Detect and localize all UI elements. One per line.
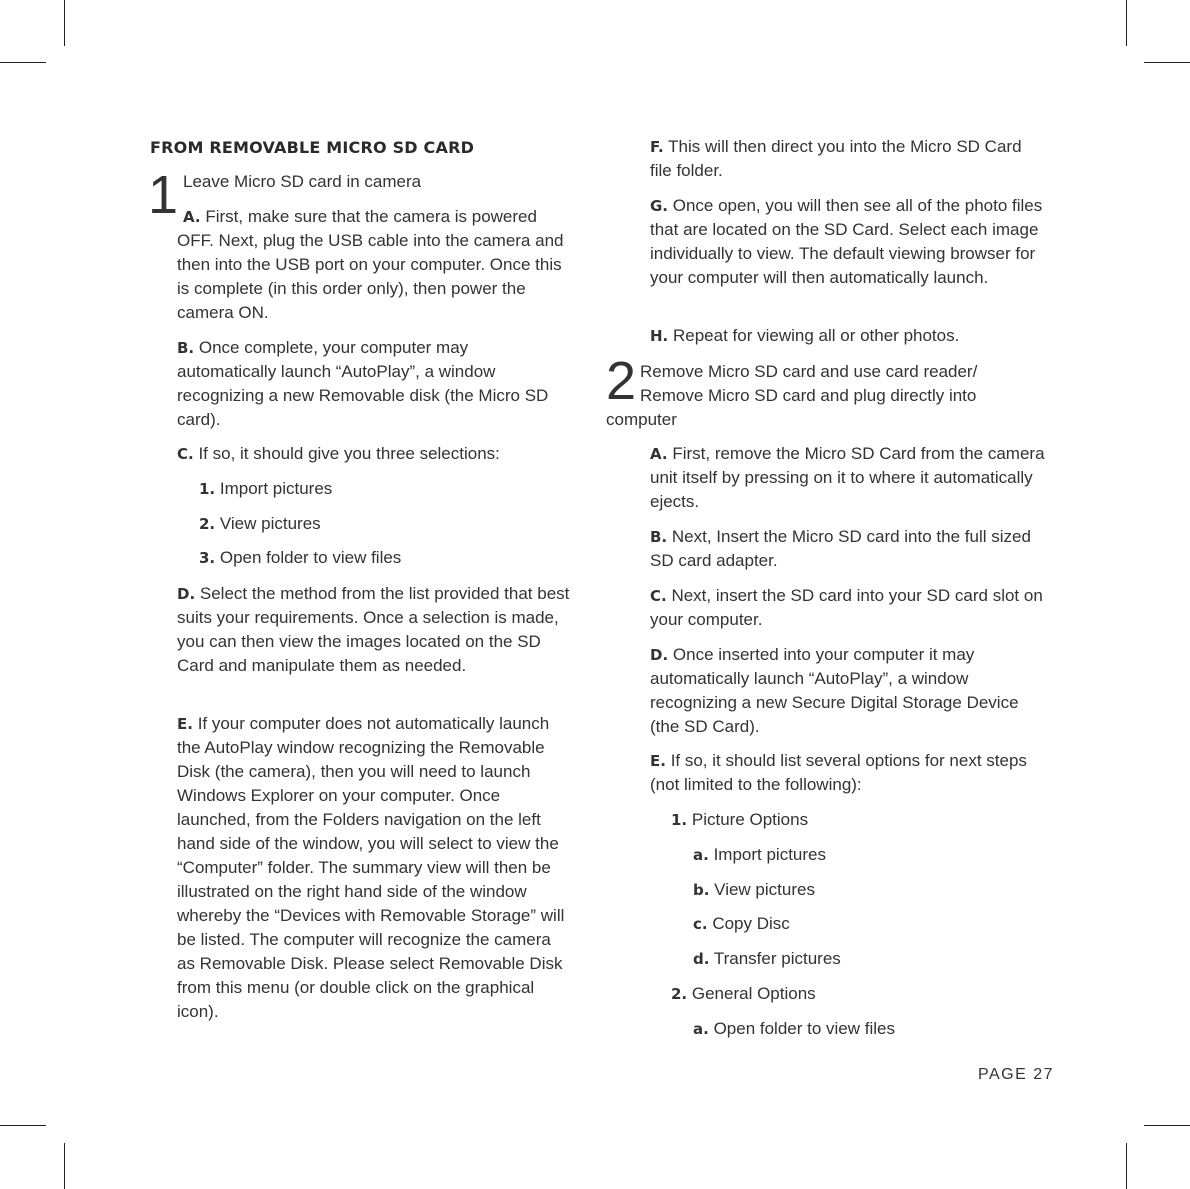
item-label: B. [177,339,195,357]
step-1-a-paragraph: OFF. Next, plug the USB cable into the camera and then into the USB port on your computer. Once this is complete (in this order only), then power the camera ON. [177,231,564,322]
crop-mark [1144,1125,1190,1126]
item-label: B. [650,528,668,546]
step-number-2: 2 [606,351,637,411]
step-2-e-paragraph: E. If so, it should list several options for next steps (not limited to the following): [650,751,1027,794]
item-label: 1. [199,480,216,498]
item-label: 3. [199,549,216,567]
item-label: A. [183,208,201,226]
step-number-1: 1 [148,165,179,225]
item-label: F. [650,138,664,156]
item-label: 2. [671,985,688,1003]
list-item: 1. Picture Options [671,810,809,829]
section-heading: FROM REMOVABLE MICRO SD CARD [150,138,475,157]
crop-mark [1144,62,1190,63]
list-item: 2. General Options [671,984,816,1003]
step-1-f-paragraph: F. This will then direct you into the Micro SD Card file folder. [650,137,1022,180]
crop-mark [0,1125,46,1126]
list-item: d. Transfer pictures [693,949,841,968]
item-label: 2. [199,515,216,533]
item-label: E. [650,752,666,770]
item-label: H. [650,327,669,345]
step-1-a-first-line: A. First, make sure that the camera is powered [183,207,537,226]
item-label: d. [693,950,710,968]
list-item: a. Import pictures [693,845,826,864]
step-1-d-paragraph: D. Select the method from the list provided that best suits your requirements. Once a selection is made, you can then view the images located on the SD Card and manipulate them as needed. [177,584,570,675]
step-2-b-paragraph: B. Next, Insert the Micro SD card into the full sized SD card adapter. [650,527,1031,570]
item-label: C. [650,587,667,605]
list-item: 3. Open folder to view files [199,548,402,567]
item-label: b. [693,881,710,899]
list-item: c. Copy Disc [693,914,790,933]
step-1-h-paragraph: H. Repeat for viewing all or other photos. [650,326,960,345]
step-1-b-paragraph: B. Once complete, your computer may automatically launch “AutoPlay”, a window recognizing a new Removable disk (the Micro SD card). [177,338,549,429]
crop-mark [1126,1143,1127,1189]
item-label: C. [177,445,194,463]
step-1-e-paragraph: E. If your computer does not automatically launch the AutoPlay window recognizing the Removable Disk (the camera), then you will need to launch Windows Explorer on your computer. Once launched, from the Folders navigation on the left hand side of the window, you will select to view the “Computer” folder. The summary view will then be illustrated on the right hand side of the window whereby the “Devices with Removable Storage” will be listed. The computer will recognize the camera as Removable Disk. Please select Removable Disk from this menu (or double click on the graphical icon). [177,714,565,1021]
step-1-c-paragraph: C. If so, it should give you three selections: [177,444,500,463]
item-label: E. [177,715,193,733]
list-item: a. Open folder to view files [693,1019,895,1038]
page-number: PAGE 27 [978,1066,1055,1083]
crop-mark [0,62,46,63]
step-2-c-paragraph: C. Next, insert the SD card into your SD card slot on your computer. [650,586,1043,629]
item-label: a. [693,846,709,864]
item-label: c. [693,915,708,933]
list-item: b. View pictures [693,880,815,899]
step-1-title: Leave Micro SD card in camera [183,172,422,191]
crop-mark [1126,0,1127,46]
list-item: 2. View pictures [199,514,321,533]
list-item: 1. Import pictures [199,479,333,498]
step-2-title-line: Remove Micro SD card and plug directly into [640,386,977,405]
step-1-g-paragraph: G. Once open, you will then see all of the photo files that are located on the SD Card. Select each image individually to view. The default viewing browser for your computer will then automatically launch. [650,196,1043,287]
step-2-title-line: computer [606,410,677,429]
crop-mark [64,1143,65,1189]
step-2-title-line: Remove Micro SD card and use card reader/ [640,362,978,381]
item-label: 1. [671,811,688,829]
item-label: D. [177,585,196,603]
item-label: G. [650,197,669,215]
step-2-a-paragraph: A. First, remove the Micro SD Card from the camera unit itself by pressing on it to where it automatically ejects. [650,444,1045,511]
item-label: A. [650,445,668,463]
item-label: a. [693,1020,709,1038]
crop-mark [64,0,65,46]
step-2-d-paragraph: D. Once inserted into your computer it may automatically launch “AutoPlay”, a window recognizing a new Secure Digital Storage Device (the SD Card). [650,645,1019,736]
item-label: D. [650,646,669,664]
